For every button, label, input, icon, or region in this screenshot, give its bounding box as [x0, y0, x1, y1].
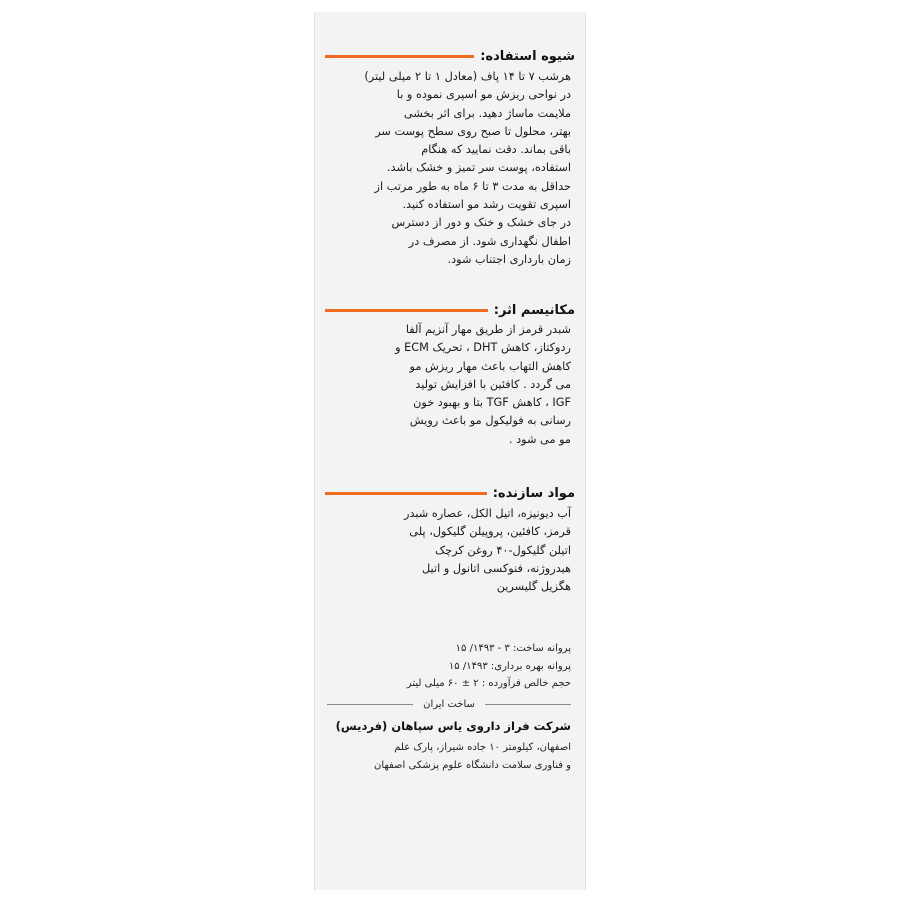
usage-line: اطفال نگهداری شود. از مصرف در — [408, 234, 571, 248]
company-name: شرکت فراز داروی یاس سپاهان (فردیس) — [335, 719, 571, 733]
usage-line: ملایمت ماساژ دهید. برای اثر بخشی — [403, 106, 571, 120]
ingredients-line: آب دیونیزه، اتیل الکل، عصاره شبدر — [404, 507, 571, 520]
usage-line: در جای خشک و خنک و دور از دسترس — [391, 216, 571, 230]
usage-line: اسپری تقویت رشد مو استفاده کنید. — [402, 198, 571, 212]
made-in-divider-left — [327, 704, 413, 705]
address-line: و فناوری سلامت دانشگاه علوم پزشکی اصفهان — [374, 760, 571, 771]
address-line: اصفهان، کیلومتر ۱۰ جاده شیراز، پارک علم — [394, 742, 571, 753]
usage-line: حداقل به مدت ۳ تا ۶ ماه به طور مرتب از — [374, 179, 571, 193]
ingredients-heading — [325, 483, 575, 503]
mechanism-title: مکانیسم اثر: — [493, 302, 575, 318]
made-in-divider-right — [485, 704, 571, 705]
usage-heading — [325, 46, 575, 66]
usage-line: در نواحی ریزش مو اسپری نموده و با — [396, 88, 571, 102]
ingredients-title: مواد سازنده: — [492, 485, 575, 501]
ingredients-divider — [325, 492, 487, 495]
ingredients-line: هیدروژنه، فنوکسی اتانول و اتیل — [421, 561, 571, 575]
usage-divider — [325, 55, 474, 58]
mechanism-line: IGF ، کاهش TGF بتا و بهبود خون — [413, 396, 571, 410]
usage-line: باقی بماند. دقت نمایید که هنگام — [421, 143, 571, 157]
mechanism-line: ردوکتاز، کاهش DHT ، تحریک ECM و — [395, 341, 571, 355]
usage-line: استفاده، پوست سر تمیز و خشک باشد. — [386, 161, 571, 175]
usage-line: زمان بارداری اجتناب شود. — [447, 252, 571, 266]
leaflet-panel — [314, 12, 586, 890]
mechanism-heading — [325, 300, 575, 320]
net-volume: حجم خالص فرآورده : ۲ ± ۶۰ میلی لیتر — [406, 678, 571, 689]
made-in-row — [327, 696, 571, 712]
usage-title: شیوه استفاده: — [480, 48, 575, 64]
license-info — [327, 640, 571, 693]
mechanism-line: شبدر قرمز از طریق مهار آنزیم آلفا — [405, 323, 571, 336]
ingredients-text — [327, 505, 571, 596]
mechanism-text — [327, 321, 571, 449]
usage-line: بهتر، محلول تا صبح روی سطح پوست سر — [375, 124, 571, 138]
mechanism-line: می گردد . کافئین با افزایش تولید — [415, 377, 571, 391]
mechanism-line: رسانی به فولیکول مو باعث رویش — [409, 414, 571, 428]
ingredients-line: قرمز، کافئین، پروپیلن گلیکول، پلی — [409, 525, 571, 539]
mechanism-divider — [325, 309, 488, 312]
company-address — [327, 739, 571, 775]
made-in-label: ساخت ایران — [423, 698, 475, 710]
ingredients-line: هگزیل گلیسرین — [496, 580, 571, 594]
ingredients-line: اتیلن گلیکول-۴۰ روغن کرچک — [435, 543, 571, 557]
usage-line: هرشب ۷ تا ۱۴ پاف (معادل ۱ تا ۲ میلی لیتر) — [364, 70, 571, 83]
manufacturing-license: پروانه ساخت: ۳ - ۱۴۹۳/ ۱۵ — [455, 643, 571, 654]
mechanism-line: مو می شود . — [508, 432, 571, 446]
usage-text — [327, 68, 571, 269]
mechanism-line: کاهش التهاب باعث مهار ریزش مو — [409, 359, 571, 373]
operating-license: پروانه بهره برداری: ۱۴۹۳/ ۱۵ — [448, 660, 571, 672]
